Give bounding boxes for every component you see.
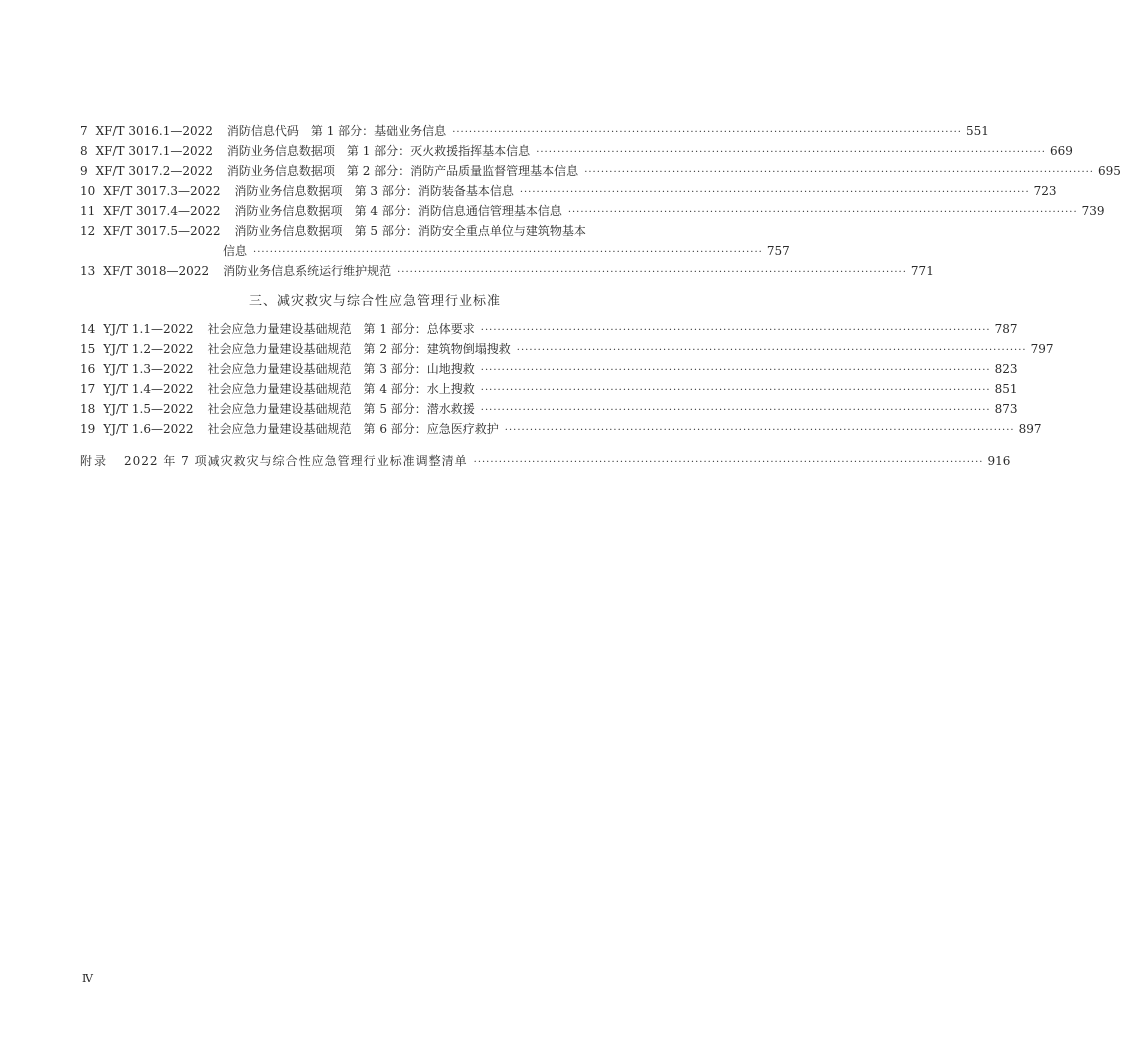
standard-part: 第 1 部分：总体要求 xyxy=(363,322,475,336)
dot-leader xyxy=(397,263,907,283)
entry-number: 10 xyxy=(80,184,96,198)
standard-code: XF/T 3016.1—2022 xyxy=(95,124,213,138)
dot-leader xyxy=(481,361,991,381)
standard-code: XF/T 3017.5—2022 xyxy=(103,224,221,238)
appendix-label: 附录 xyxy=(80,454,109,468)
toc-entry[interactable] xyxy=(80,121,989,141)
page-number: 723 xyxy=(1033,184,1057,198)
toc-appendix-entry[interactable] xyxy=(80,451,1011,471)
standard-part: 第 5 部分：消防安全重点单位与建筑物基本 xyxy=(354,224,586,238)
entry-number: 9 xyxy=(80,164,88,178)
toc-entry[interactable] xyxy=(80,161,1121,181)
toc-entry[interactable] xyxy=(80,399,1018,419)
standard-part: 第 4 部分：消防信息通信管理基本信息 xyxy=(354,204,562,218)
standard-title: 消防业务信息数据项 xyxy=(226,164,335,178)
standard-part: 第 1 部分：灭火救援指挥基本信息 xyxy=(346,144,531,158)
dot-leader xyxy=(536,143,1046,163)
entry-number: 14 xyxy=(80,322,96,336)
page-number: 771 xyxy=(910,264,934,278)
page-number: 669 xyxy=(1050,144,1073,158)
page-number: 823 xyxy=(994,362,1018,376)
entry-number: 17 xyxy=(80,382,96,396)
standard-code: XF/T 3017.1—2022 xyxy=(95,144,213,158)
standard-title: 消防业务信息系统运行维护规范 xyxy=(223,264,392,278)
entry-number: 12 xyxy=(80,224,96,238)
entry-number: 11 xyxy=(80,204,96,218)
toc-entry[interactable] xyxy=(80,261,934,281)
dot-leader xyxy=(568,203,1078,223)
dot-leader xyxy=(584,163,1094,183)
dot-leader xyxy=(474,453,984,473)
standard-code: YJ/T 1.4—2022 xyxy=(103,382,194,396)
standard-part: 第 3 部分：山地搜救 xyxy=(363,362,475,376)
standard-part: 第 1 部分：基础业务信息 xyxy=(310,124,447,138)
standard-title: 消防业务信息数据项 xyxy=(226,144,335,158)
dot-leader xyxy=(481,401,991,421)
standard-title: 消防业务信息数据项 xyxy=(234,224,343,238)
page-number: 916 xyxy=(987,454,1011,468)
page-number: 551 xyxy=(966,124,989,138)
appendix-title: 2022 年 7 项减灾救灾与综合性应急管理行业标准调整清单 xyxy=(124,454,468,468)
standard-part: 第 6 部分：应急医疗救护 xyxy=(363,422,499,436)
standard-code: XF/T 3017.2—2022 xyxy=(95,164,213,178)
page-number: 787 xyxy=(994,322,1018,336)
page-marker: Ⅳ xyxy=(82,972,93,985)
toc-entry[interactable] xyxy=(80,201,1105,221)
standard-title: 社会应急力量建设基础规范 xyxy=(207,342,352,356)
toc-entry[interactable] xyxy=(80,359,1018,379)
standard-code: YJ/T 1.3—2022 xyxy=(103,362,194,376)
page-number: 873 xyxy=(994,402,1018,416)
page-number: 897 xyxy=(1018,422,1042,436)
standard-title: 社会应急力量建设基础规范 xyxy=(207,362,352,376)
standard-title: 消防业务信息数据项 xyxy=(234,204,343,218)
dot-leader xyxy=(517,341,1027,361)
standard-title: 社会应急力量建设基础规范 xyxy=(207,402,352,416)
standard-part-continued: 信息 xyxy=(223,244,248,258)
entry-number: 16 xyxy=(80,362,96,376)
dot-leader xyxy=(253,243,763,263)
standard-part: 第 5 部分：潜水救援 xyxy=(363,402,475,416)
toc-entry[interactable] xyxy=(80,141,1073,161)
standard-code: YJ/T 1.1—2022 xyxy=(103,322,194,336)
dot-leader xyxy=(452,123,962,143)
standard-title: 社会应急力量建设基础规范 xyxy=(207,322,352,336)
section-heading: 三、减灾救灾与综合性应急管理行业标准 xyxy=(248,294,501,309)
page-number: 695 xyxy=(1098,164,1121,178)
standard-title: 消防信息代码 xyxy=(226,124,299,138)
standard-code: YJ/T 1.2—2022 xyxy=(103,342,194,356)
toc-entry[interactable] xyxy=(80,419,1042,439)
toc-entry[interactable] xyxy=(80,379,1018,399)
entry-number: 18 xyxy=(80,402,96,416)
dot-leader xyxy=(520,183,1030,203)
standard-code: YJ/T 1.6—2022 xyxy=(103,422,194,436)
dot-leader xyxy=(505,421,1015,441)
standard-part: 第 3 部分：消防装备基本信息 xyxy=(354,184,514,198)
entry-number: 15 xyxy=(80,342,96,356)
page-number: 757 xyxy=(766,244,790,258)
standard-part: 第 4 部分：水上搜救 xyxy=(363,382,475,396)
dot-leader xyxy=(481,381,991,401)
entry-number: 13 xyxy=(80,264,96,278)
toc-entry[interactable] xyxy=(80,221,790,261)
entry-number: 19 xyxy=(80,422,96,436)
dot-leader xyxy=(481,321,991,341)
standard-part: 第 2 部分：建筑物倒塌搜救 xyxy=(363,342,511,356)
entry-number: 8 xyxy=(80,144,88,158)
standard-part: 第 2 部分：消防产品质量监督管理基本信息 xyxy=(346,164,579,178)
toc-entry[interactable] xyxy=(80,339,1054,359)
standard-code: YJ/T 1.5—2022 xyxy=(103,402,194,416)
standard-title: 社会应急力量建设基础规范 xyxy=(207,382,352,396)
standard-title: 社会应急力量建设基础规范 xyxy=(207,422,352,436)
page-number: 739 xyxy=(1081,204,1105,218)
standard-code: XF/T 3017.3—2022 xyxy=(103,184,221,198)
standard-code: XF/T 3017.4—2022 xyxy=(103,204,221,218)
page-number: 851 xyxy=(994,382,1018,396)
toc-entry[interactable] xyxy=(80,181,1057,201)
standard-title: 消防业务信息数据项 xyxy=(234,184,343,198)
standard-code: XF/T 3018—2022 xyxy=(103,264,210,278)
entry-number: 7 xyxy=(80,124,88,138)
page-number: 797 xyxy=(1030,342,1054,356)
toc-entry[interactable] xyxy=(80,319,1018,339)
